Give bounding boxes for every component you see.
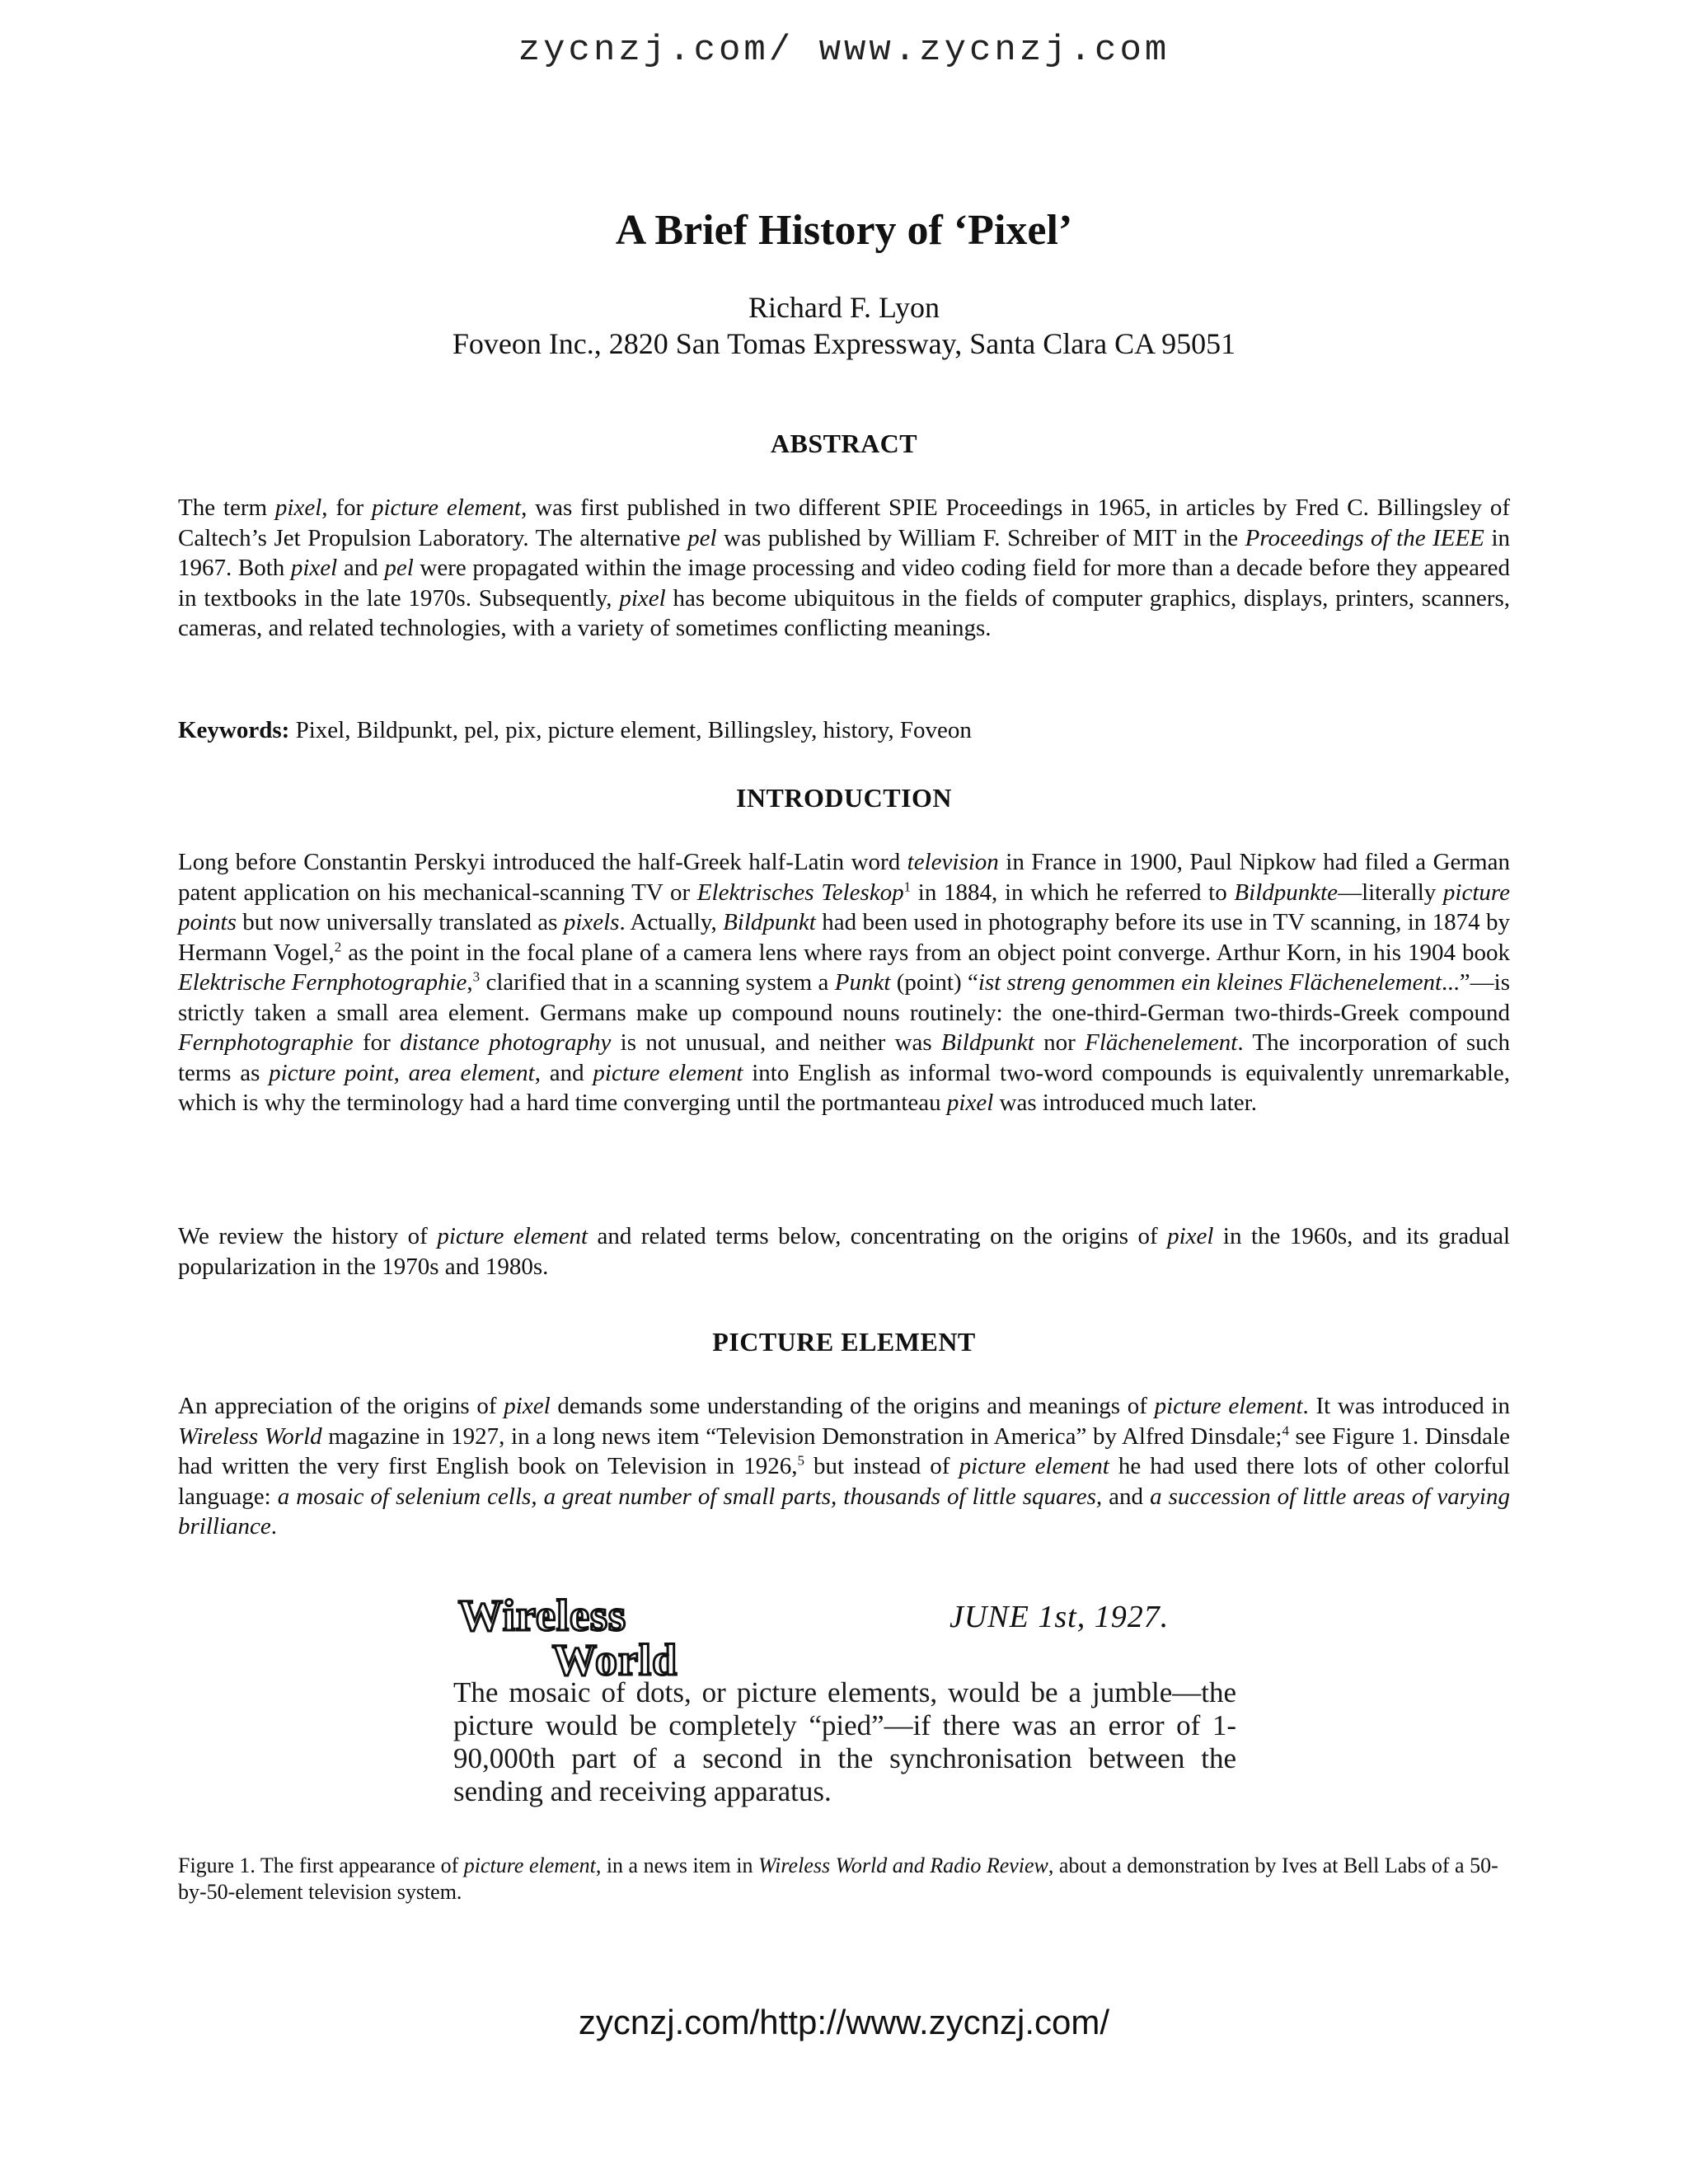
author-affiliation: Foveon Inc., 2820 San Tomas Expressway, Santa Clara CA 95051 (452, 327, 1236, 360)
introduction-paragraph-2: We review the history of picture element and related terms below, concentrating on the origins of pixel in the 1960s, and its gradual popularization in the 1970s and 1980s. (178, 1223, 1511, 1280)
watermark-top: zycnzj.com/ www.zycnzj.com (518, 30, 1170, 71)
footnote-ref-5: 5 (797, 1452, 804, 1469)
footnote-ref-2: 2 (334, 938, 342, 954)
abstract-paragraph: The term pixel, for picture element, was first published in two different SPIE Proceedings in 1965, in articles by Fred C. Billingsley of Caltech’s Jet Propulsion Laboratory. The alternative pel was published by William F. Schreiber of MIT in the Proceedings of the IEEE in 1967. Both pixel and pel were propagated within the image processing and video coding field for more than a decade before they appeared in textbooks in the late 1970s. Subsequently, pixel has become ubiquitous in the fields of computer graphics, displays, printers, scanners, cameras, and related technologies, with a variety of sometimes conflicting meanings. (178, 494, 1510, 641)
keywords-text: Pixel, Bildpunkt, pel, pix, picture element, Billingsley, history, Foveon (289, 717, 972, 743)
svg-text:World: World (552, 1635, 678, 1680)
figure-1-caption: Figure 1. The first appearance of picture element, in a news item in Wireless World and Radio Review, about a demonstration by Ives at Bell Labs of a 50-by-50-element television system. (178, 1854, 1498, 1904)
page-title: A Brief History of ‘Pixel’ (615, 207, 1073, 254)
author-name: Richard F. Lyon (748, 291, 940, 324)
watermark-bottom: zycnzj.com/http://www.zycnzj.com/ (578, 2003, 1110, 2041)
figure-1-image (445, 1584, 1236, 1848)
footnote-ref-4: 4 (1282, 1422, 1289, 1438)
introduction-paragraph-1: Long before Constantin Perskyi introduced the half-Greek half-Latin word television in France in 1900, Paul Nipkow had filed a German patent application on his mechanical-scanning TV or Elektrisches Teleskop$^1$ in 1884, in which he referred to Bildpunkte—literally picture points but now universally translated as pixels. Actually, Bildpunkt had been used in photography before its use in TV scanning, in 1874 by Hermann Vogel,$^2$ as the point in the focal plane of a camera lens where rays from an object point converge. Arthur Korn, in his 1904 book Elektrische Fernphotographie,$^3$ clarified that in a scanning system a Punkt (point) “ist streng genommen ein kleines Flächenelement...”—is strictly taken a small area element. Germans make up compound nouns routinely: the one-third-German two-thirds-Greek compound Fernphotographie for distance photography is not unusual, and neither was Bildpunkt nor Flächenelement. The incorporation of such terms as picture point, area element, and picture element into English as informal two-word compounds is equivalently unremarkable, which is why the terminology had a hard time converging until the portmanteau pixel was introduced much later. (178, 849, 1511, 1116)
figure-date: JUNE 1st, 1927. (950, 1600, 1170, 1634)
figure-quote: The mosaic of dots, or picture elements, would be a jumble—the picture would be completely “pied”—if there was an error of 1-90,000th part of a second in the synchronisation between the sending and receiving apparatus. (453, 1676, 1236, 1807)
abstract-heading: ABSTRACT (770, 429, 918, 458)
keywords-label: Keywords: (178, 717, 290, 743)
keywords-line (178, 715, 1510, 746)
svg-text:Wireless: Wireless (458, 1591, 626, 1640)
wireless-world-masthead-logo (455, 1589, 702, 1680)
picture-element-heading: PICTURE ELEMENT (712, 1327, 976, 1357)
picture-element-paragraph: An appreciation of the origins of pixel demands some understanding of the origins and meanings of picture element. It was introduced in Wireless World magazine in 1927, in a long news item “Television Demonstration in America” by Alfred Dinsdale;$^4$ see Figure 1. Dinsdale had written the very first English book on Television in 1926,$^5$ but instead of picture element he had used there lots of other colorful language: a mosaic of selenium cells, a great number of small parts, thousands of little squares, and a succession of little areas of varying brilliance. (178, 1393, 1510, 1540)
introduction-heading: INTRODUCTION (735, 783, 953, 813)
footnote-ref-3: 3 (472, 968, 481, 985)
footnote-ref-1: 1 (903, 878, 912, 894)
